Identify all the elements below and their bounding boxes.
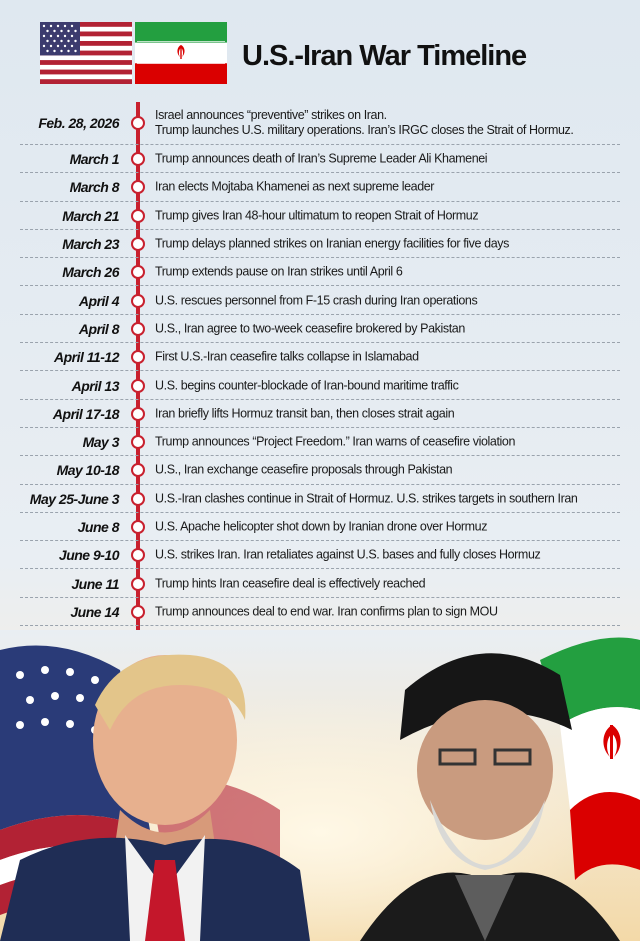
leaders-illustration-image xyxy=(0,630,640,941)
timeline-row xyxy=(0,400,640,428)
timeline-event: U.S., Iran agree to two-week ceasefire brokered by Pakistan xyxy=(155,321,465,336)
timeline-event: U.S. rescues personnel from F-15 crash during Iran operations xyxy=(155,293,478,308)
timeline-row xyxy=(0,598,640,626)
timeline-row xyxy=(0,343,640,371)
timeline-event: U.S. Apache helicopter shot down by Iranian drone over Hormuz xyxy=(155,519,488,534)
timeline-event xyxy=(155,108,573,138)
timeline-date: April 13 xyxy=(71,377,119,394)
timeline-marker xyxy=(131,350,145,364)
timeline-row xyxy=(0,513,640,541)
timeline-marker xyxy=(131,407,145,421)
timeline-date: March 8 xyxy=(69,179,119,196)
timeline-row xyxy=(0,145,640,173)
timeline-marker xyxy=(131,237,145,251)
timeline-event: Trump gives Iran 48-hour ultimatum to reopen Strait of Hormuz xyxy=(155,208,479,223)
timeline-event: Trump announces “Project Freedom.” Iran warns of ceasefire violation xyxy=(155,434,516,449)
timeline-row xyxy=(0,569,640,597)
timeline xyxy=(0,100,640,678)
timeline-event: First U.S.-Iran ceasefire talks collapse in Islamabad xyxy=(155,349,419,364)
timeline-event: U.S., Iran exchange ceasefire proposals through Pakistan xyxy=(155,462,453,477)
timeline-row xyxy=(0,315,640,343)
timeline-event: U.S. begins counter-blockade of Iran-bound maritime traffic xyxy=(155,378,459,393)
timeline-date: June 9-10 xyxy=(58,547,119,564)
timeline-date: April 17-18 xyxy=(52,405,119,422)
us-flag-icon xyxy=(40,22,132,84)
timeline-marker xyxy=(131,379,145,393)
timeline-date: June 8 xyxy=(77,519,119,535)
timeline-event: Iran elects Mojtaba Khamenei as next supreme leader xyxy=(155,179,435,194)
timeline-marker xyxy=(131,294,145,308)
timeline-marker xyxy=(131,209,145,223)
timeline-date: June 14 xyxy=(70,603,119,620)
timeline-date: June 11 xyxy=(71,575,119,592)
timeline-row xyxy=(0,258,640,286)
timeline-date: May 3 xyxy=(82,434,119,451)
timeline-row xyxy=(0,371,640,399)
timeline-row xyxy=(0,173,640,201)
timeline-date: April 8 xyxy=(78,320,119,337)
timeline-marker xyxy=(131,435,145,449)
timeline-marker xyxy=(131,605,145,619)
timeline-row xyxy=(0,202,640,230)
timeline-event: U.S. strikes Iran. Iran retaliates against U.S. bases and fully closes Hormuz xyxy=(155,547,541,562)
timeline-date: March 1 xyxy=(69,151,119,168)
timeline-row xyxy=(0,485,640,513)
timeline-marker xyxy=(131,492,145,506)
timeline-event: Trump hints Iran ceasefire deal is effectively reached xyxy=(155,576,426,591)
row-divider xyxy=(20,625,620,626)
timeline-event: U.S.-Iran clashes continue in Strait of Hormuz. U.S. strikes targets in southern Iran xyxy=(155,491,578,506)
timeline-date: April 11-12 xyxy=(53,349,119,366)
timeline-marker xyxy=(131,548,145,562)
timeline-row xyxy=(0,541,640,569)
timeline-event: Trump announces death of Iran’s Supreme Leader Ali Khamenei xyxy=(155,151,488,166)
timeline-date: Feb. 28, 2026 xyxy=(38,114,119,131)
timeline-marker xyxy=(131,265,145,279)
timeline-date: April 4 xyxy=(78,292,119,309)
page-title: U.S.-Iran War Timeline xyxy=(242,40,527,72)
timeline-event: Trump announces deal to end war. Iran confirms plan to sign MOU xyxy=(155,604,498,619)
timeline-marker xyxy=(131,463,145,477)
timeline-row xyxy=(0,428,640,456)
timeline-event: Trump delays planned strikes on Iranian energy facilities for five days xyxy=(155,236,509,251)
timeline-date: May 25-June 3 xyxy=(29,490,119,507)
timeline-date: March 23 xyxy=(62,236,119,253)
timeline-date: March 26 xyxy=(62,264,119,281)
iran-flag-icon xyxy=(135,22,227,84)
timeline-date: March 21 xyxy=(62,207,119,224)
timeline-date: May 10-18 xyxy=(56,462,119,479)
timeline-marker xyxy=(131,577,145,591)
header xyxy=(0,0,640,100)
timeline-row xyxy=(0,286,640,314)
timeline-event-line: Trump launches U.S. military operations. Iran’s IRGC closes the Strait of Hormuz. xyxy=(155,122,574,137)
leaders-illustration xyxy=(0,630,640,941)
timeline-row xyxy=(0,100,640,145)
timeline-marker xyxy=(131,520,145,534)
timeline-event: Iran briefly lifts Hormuz transit ban, then closes strait again xyxy=(155,406,455,421)
timeline-event: Trump extends pause on Iran strikes until April 6 xyxy=(155,264,403,279)
timeline-marker xyxy=(131,152,145,166)
timeline-row xyxy=(0,456,640,484)
timeline-marker xyxy=(131,180,145,194)
timeline-marker xyxy=(131,116,145,130)
timeline-marker xyxy=(131,322,145,336)
timeline-row xyxy=(0,230,640,258)
timeline-event-line: Israel announces “preventive” strikes on Iran. xyxy=(155,107,387,122)
